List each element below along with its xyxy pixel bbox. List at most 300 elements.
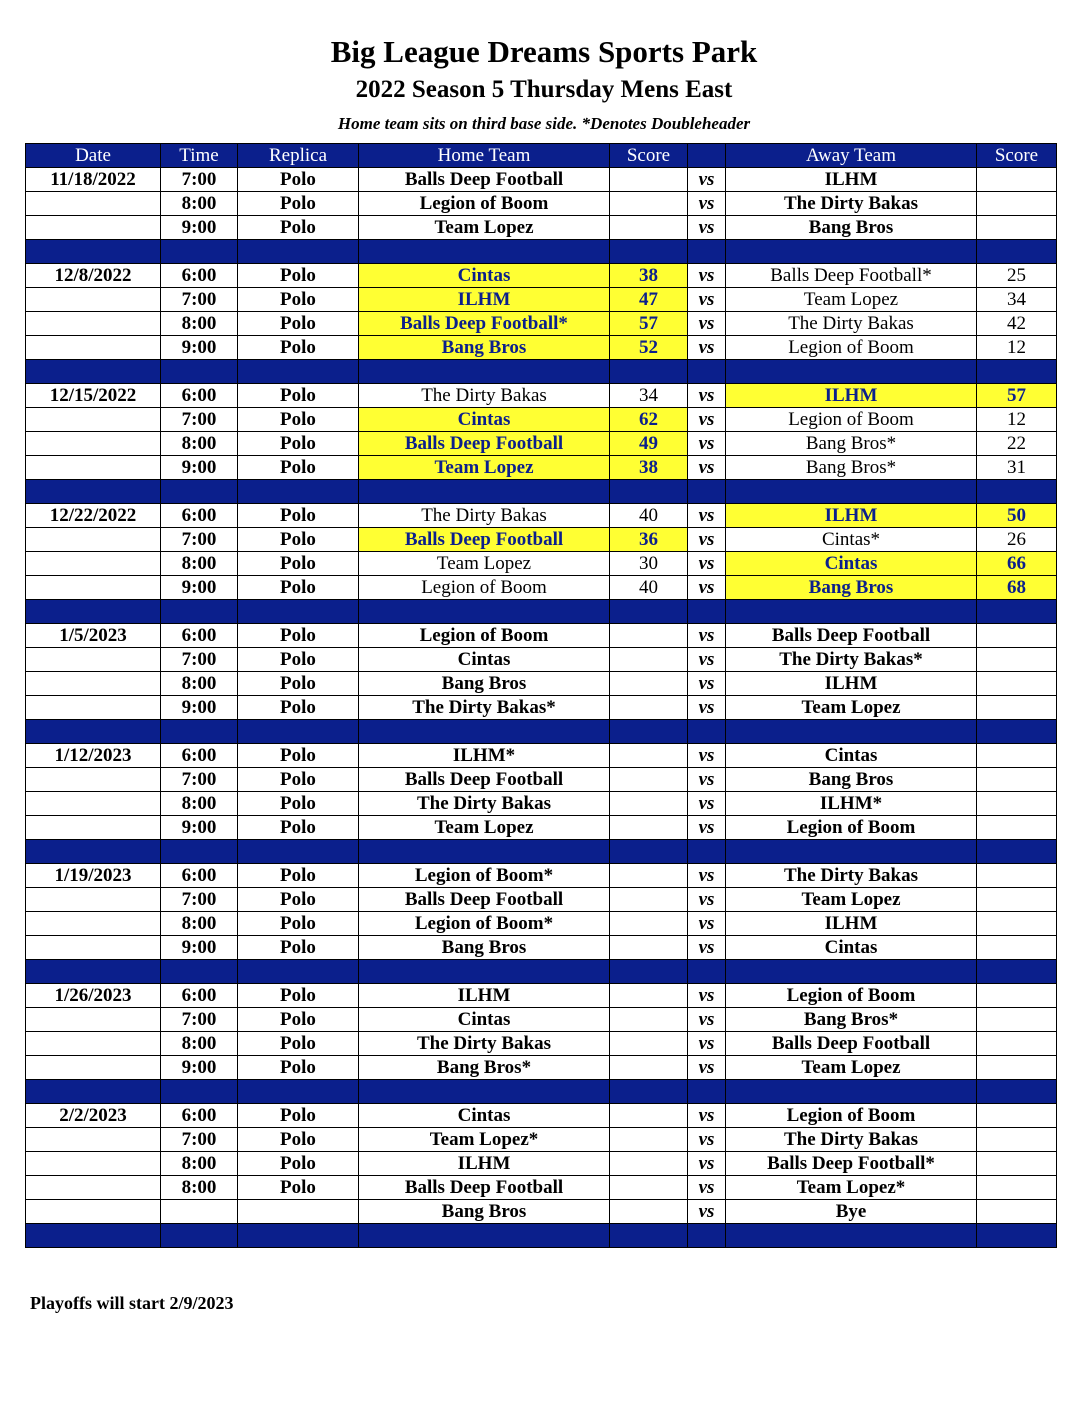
separator-cell bbox=[359, 720, 610, 744]
home-score-cell bbox=[610, 1152, 688, 1176]
vs-cell: vs bbox=[688, 768, 726, 792]
home-score-cell bbox=[610, 1104, 688, 1128]
time-cell: 9:00 bbox=[161, 336, 238, 360]
replica-cell: Polo bbox=[238, 648, 359, 672]
home-team-cell: The Dirty Bakas bbox=[359, 1032, 610, 1056]
away-score-cell bbox=[977, 984, 1057, 1008]
table-row bbox=[26, 168, 1057, 192]
home-team-cell: The Dirty Bakas bbox=[359, 792, 610, 816]
time-cell: 9:00 bbox=[161, 576, 238, 600]
home-team-cell: Balls Deep Football bbox=[359, 888, 610, 912]
schedule-table bbox=[25, 143, 1057, 1248]
vs-cell: vs bbox=[688, 1032, 726, 1056]
away-score-cell bbox=[977, 624, 1057, 648]
col-away-team-header: Away Team bbox=[726, 144, 977, 168]
date-cell bbox=[26, 456, 161, 480]
table-row bbox=[26, 192, 1057, 216]
vs-cell: vs bbox=[688, 1176, 726, 1200]
home-score-cell bbox=[610, 624, 688, 648]
away-team-cell: Cintas bbox=[726, 936, 977, 960]
time-cell: 8:00 bbox=[161, 192, 238, 216]
date-cell bbox=[26, 528, 161, 552]
away-team-cell: Cintas bbox=[726, 744, 977, 768]
home-team-cell: Bang Bros bbox=[359, 1200, 610, 1224]
table-row bbox=[26, 864, 1057, 888]
home-team-cell: Bang Bros* bbox=[359, 1056, 610, 1080]
time-cell: 9:00 bbox=[161, 816, 238, 840]
away-score-cell bbox=[977, 192, 1057, 216]
home-score-cell: 40 bbox=[610, 576, 688, 600]
away-team-cell: Team Lopez bbox=[726, 1056, 977, 1080]
away-score-cell: 57 bbox=[977, 384, 1057, 408]
date-cell bbox=[26, 1032, 161, 1056]
replica-cell: Polo bbox=[238, 768, 359, 792]
separator-cell bbox=[26, 480, 161, 504]
away-team-cell: Bang Bros* bbox=[726, 1008, 977, 1032]
date-cell bbox=[26, 1008, 161, 1032]
away-score-cell bbox=[977, 1056, 1057, 1080]
separator-cell bbox=[610, 720, 688, 744]
separator-cell bbox=[610, 240, 688, 264]
away-team-cell: Balls Deep Football bbox=[726, 624, 977, 648]
away-team-cell: The Dirty Bakas bbox=[726, 192, 977, 216]
vs-cell: vs bbox=[688, 624, 726, 648]
separator-cell bbox=[26, 960, 161, 984]
separator-cell bbox=[977, 360, 1057, 384]
date-cell bbox=[26, 792, 161, 816]
home-score-cell bbox=[610, 1032, 688, 1056]
replica-cell: Polo bbox=[238, 1104, 359, 1128]
time-cell: 7:00 bbox=[161, 1128, 238, 1152]
vs-cell: vs bbox=[688, 648, 726, 672]
home-score-cell: 52 bbox=[610, 336, 688, 360]
away-team-cell: Legion of Boom bbox=[726, 984, 977, 1008]
vs-cell: vs bbox=[688, 168, 726, 192]
date-cell bbox=[26, 912, 161, 936]
week-separator-row bbox=[26, 1080, 1057, 1104]
table-row bbox=[26, 1176, 1057, 1200]
date-cell bbox=[26, 432, 161, 456]
date-cell: 12/15/2022 bbox=[26, 384, 161, 408]
replica-cell: Polo bbox=[238, 984, 359, 1008]
away-team-cell: Balls Deep Football* bbox=[726, 1152, 977, 1176]
away-score-cell: 34 bbox=[977, 288, 1057, 312]
away-score-cell: 12 bbox=[977, 408, 1057, 432]
separator-cell bbox=[238, 480, 359, 504]
home-score-cell bbox=[610, 744, 688, 768]
vs-cell: vs bbox=[688, 312, 726, 336]
home-score-cell bbox=[610, 696, 688, 720]
away-team-cell: Balls Deep Football bbox=[726, 1032, 977, 1056]
vs-cell: vs bbox=[688, 744, 726, 768]
date-cell bbox=[26, 288, 161, 312]
date-cell: 1/19/2023 bbox=[26, 864, 161, 888]
replica-cell: Polo bbox=[238, 792, 359, 816]
table-row bbox=[26, 1152, 1057, 1176]
vs-cell: vs bbox=[688, 552, 726, 576]
week-separator-row bbox=[26, 720, 1057, 744]
separator-cell bbox=[26, 1080, 161, 1104]
away-score-cell bbox=[977, 912, 1057, 936]
away-team-cell: The Dirty Bakas bbox=[726, 1128, 977, 1152]
date-cell bbox=[26, 216, 161, 240]
away-team-cell: Cintas bbox=[726, 552, 977, 576]
separator-cell bbox=[688, 360, 726, 384]
time-cell: 7:00 bbox=[161, 288, 238, 312]
away-team-cell: Bye bbox=[726, 1200, 977, 1224]
home-team-cell: Cintas bbox=[359, 264, 610, 288]
table-row bbox=[26, 1008, 1057, 1032]
separator-cell bbox=[238, 360, 359, 384]
date-cell bbox=[26, 1200, 161, 1224]
home-score-cell bbox=[610, 888, 688, 912]
home-team-cell: Team Lopez bbox=[359, 816, 610, 840]
separator-cell bbox=[26, 1224, 161, 1248]
away-score-cell bbox=[977, 1104, 1057, 1128]
table-row bbox=[26, 384, 1057, 408]
replica-cell: Polo bbox=[238, 408, 359, 432]
replica-cell: Polo bbox=[238, 1152, 359, 1176]
home-team-cell: ILHM* bbox=[359, 744, 610, 768]
separator-cell bbox=[161, 840, 238, 864]
date-cell bbox=[26, 408, 161, 432]
date-cell: 12/8/2022 bbox=[26, 264, 161, 288]
replica-cell: Polo bbox=[238, 1176, 359, 1200]
home-score-cell bbox=[610, 1056, 688, 1080]
date-cell bbox=[26, 1152, 161, 1176]
table-row bbox=[26, 432, 1057, 456]
separator-cell bbox=[610, 360, 688, 384]
replica-cell: Polo bbox=[238, 1056, 359, 1080]
away-team-cell: ILHM bbox=[726, 168, 977, 192]
replica-cell: Polo bbox=[238, 936, 359, 960]
home-team-cell: Balls Deep Football* bbox=[359, 312, 610, 336]
time-cell: 6:00 bbox=[161, 864, 238, 888]
date-cell bbox=[26, 552, 161, 576]
separator-cell bbox=[161, 1224, 238, 1248]
separator-cell bbox=[977, 840, 1057, 864]
separator-cell bbox=[726, 600, 977, 624]
home-score-cell bbox=[610, 672, 688, 696]
separator-cell bbox=[688, 960, 726, 984]
home-score-cell bbox=[610, 1176, 688, 1200]
away-score-cell bbox=[977, 648, 1057, 672]
home-team-cell: Legion of Boom bbox=[359, 576, 610, 600]
vs-cell: vs bbox=[688, 864, 726, 888]
separator-cell bbox=[161, 600, 238, 624]
table-row bbox=[26, 216, 1057, 240]
time-cell: 8:00 bbox=[161, 792, 238, 816]
away-team-cell: Bang Bros bbox=[726, 216, 977, 240]
home-score-cell bbox=[610, 984, 688, 1008]
home-score-cell: 62 bbox=[610, 408, 688, 432]
date-cell bbox=[26, 192, 161, 216]
away-score-cell bbox=[977, 696, 1057, 720]
separator-cell bbox=[238, 240, 359, 264]
time-cell: 9:00 bbox=[161, 936, 238, 960]
vs-cell: vs bbox=[688, 936, 726, 960]
table-row bbox=[26, 504, 1057, 528]
vs-cell: vs bbox=[688, 192, 726, 216]
away-team-cell: ILHM bbox=[726, 912, 977, 936]
away-team-cell: The Dirty Bakas bbox=[726, 864, 977, 888]
date-cell bbox=[26, 696, 161, 720]
week-separator-row bbox=[26, 360, 1057, 384]
table-row bbox=[26, 336, 1057, 360]
home-score-cell: 47 bbox=[610, 288, 688, 312]
vs-cell: vs bbox=[688, 1056, 726, 1080]
home-score-cell bbox=[610, 912, 688, 936]
replica-cell: Polo bbox=[238, 456, 359, 480]
away-team-cell: Bang Bros* bbox=[726, 456, 977, 480]
away-team-cell: Team Lopez bbox=[726, 888, 977, 912]
separator-cell bbox=[726, 360, 977, 384]
home-score-cell: 38 bbox=[610, 264, 688, 288]
home-team-cell: Team Lopez bbox=[359, 456, 610, 480]
time-cell: 8:00 bbox=[161, 552, 238, 576]
col-home-team-header: Home Team bbox=[359, 144, 610, 168]
home-team-cell: Legion of Boom bbox=[359, 192, 610, 216]
away-team-cell: ILHM* bbox=[726, 792, 977, 816]
vs-cell: vs bbox=[688, 528, 726, 552]
away-score-cell bbox=[977, 1008, 1057, 1032]
replica-cell: Polo bbox=[238, 264, 359, 288]
replica-cell: Polo bbox=[238, 528, 359, 552]
date-cell: 1/26/2023 bbox=[26, 984, 161, 1008]
home-team-cell: Bang Bros bbox=[359, 936, 610, 960]
vs-cell: vs bbox=[688, 288, 726, 312]
date-cell: 2/2/2023 bbox=[26, 1104, 161, 1128]
home-score-cell bbox=[610, 768, 688, 792]
home-score-cell: 30 bbox=[610, 552, 688, 576]
away-score-cell bbox=[977, 168, 1057, 192]
home-team-cell: Bang Bros bbox=[359, 336, 610, 360]
page-subtitle: 2022 Season 5 Thursday Mens East bbox=[355, 76, 733, 103]
away-team-cell: Bang Bros* bbox=[726, 432, 977, 456]
schedule-note: Home team sits on third base side. *Denotes Doubleheader bbox=[337, 114, 751, 133]
vs-cell: vs bbox=[688, 1008, 726, 1032]
away-score-cell bbox=[977, 864, 1057, 888]
table-row bbox=[26, 624, 1057, 648]
separator-cell bbox=[359, 960, 610, 984]
separator-cell bbox=[359, 1224, 610, 1248]
separator-cell bbox=[161, 960, 238, 984]
table-row bbox=[26, 888, 1057, 912]
vs-cell: vs bbox=[688, 1200, 726, 1224]
home-team-cell: The Dirty Bakas bbox=[359, 504, 610, 528]
vs-cell: vs bbox=[688, 792, 726, 816]
vs-cell: vs bbox=[688, 912, 726, 936]
away-score-cell bbox=[977, 1152, 1057, 1176]
home-score-cell bbox=[610, 864, 688, 888]
home-score-cell bbox=[610, 792, 688, 816]
time-cell: 8:00 bbox=[161, 312, 238, 336]
replica-cell: Polo bbox=[238, 384, 359, 408]
separator-cell bbox=[726, 1080, 977, 1104]
table-row bbox=[26, 816, 1057, 840]
table-row bbox=[26, 288, 1057, 312]
away-score-cell: 68 bbox=[977, 576, 1057, 600]
col-replica-header: Replica bbox=[238, 144, 359, 168]
table-row bbox=[26, 1056, 1057, 1080]
separator-cell bbox=[238, 720, 359, 744]
separator-cell bbox=[610, 480, 688, 504]
date-cell bbox=[26, 1128, 161, 1152]
replica-cell: Polo bbox=[238, 888, 359, 912]
separator-cell bbox=[359, 480, 610, 504]
away-team-cell: Cintas* bbox=[726, 528, 977, 552]
replica-cell: Polo bbox=[238, 912, 359, 936]
replica-cell: Polo bbox=[238, 1128, 359, 1152]
col-date-header: Date bbox=[26, 144, 161, 168]
time-cell: 8:00 bbox=[161, 432, 238, 456]
away-team-cell: Team Lopez* bbox=[726, 1176, 977, 1200]
date-cell bbox=[26, 888, 161, 912]
away-score-cell: 26 bbox=[977, 528, 1057, 552]
separator-cell bbox=[359, 840, 610, 864]
separator-cell bbox=[726, 720, 977, 744]
table-row bbox=[26, 672, 1057, 696]
replica-cell: Polo bbox=[238, 696, 359, 720]
time-cell: 6:00 bbox=[161, 264, 238, 288]
separator-cell bbox=[359, 240, 610, 264]
separator-cell bbox=[688, 240, 726, 264]
time-cell: 8:00 bbox=[161, 1176, 238, 1200]
col-time-header: Time bbox=[161, 144, 238, 168]
separator-cell bbox=[688, 840, 726, 864]
separator-cell bbox=[238, 600, 359, 624]
replica-cell: Polo bbox=[238, 864, 359, 888]
away-score-cell bbox=[977, 936, 1057, 960]
separator-cell bbox=[238, 840, 359, 864]
time-cell: 8:00 bbox=[161, 672, 238, 696]
separator-cell bbox=[26, 720, 161, 744]
table-row bbox=[26, 1032, 1057, 1056]
away-score-cell bbox=[977, 792, 1057, 816]
date-cell bbox=[26, 336, 161, 360]
home-team-cell: Balls Deep Football bbox=[359, 432, 610, 456]
table-row bbox=[26, 408, 1057, 432]
home-team-cell: Cintas bbox=[359, 648, 610, 672]
home-score-cell: 49 bbox=[610, 432, 688, 456]
table-row bbox=[26, 1104, 1057, 1128]
col-away-score-header: Score bbox=[977, 144, 1057, 168]
separator-cell bbox=[726, 480, 977, 504]
time-cell: 6:00 bbox=[161, 624, 238, 648]
replica-cell: Polo bbox=[238, 1008, 359, 1032]
separator-cell bbox=[238, 960, 359, 984]
separator-cell bbox=[977, 600, 1057, 624]
home-score-cell bbox=[610, 648, 688, 672]
away-team-cell: The Dirty Bakas bbox=[726, 312, 977, 336]
week-separator-row bbox=[26, 240, 1057, 264]
separator-cell bbox=[977, 240, 1057, 264]
time-cell: 7:00 bbox=[161, 768, 238, 792]
away-team-cell: ILHM bbox=[726, 672, 977, 696]
away-score-cell bbox=[977, 888, 1057, 912]
home-score-cell bbox=[610, 1200, 688, 1224]
vs-cell: vs bbox=[688, 888, 726, 912]
replica-cell: Polo bbox=[238, 816, 359, 840]
replica-cell: Polo bbox=[238, 576, 359, 600]
separator-cell bbox=[610, 960, 688, 984]
table-row bbox=[26, 696, 1057, 720]
replica-cell: Polo bbox=[238, 216, 359, 240]
separator-cell bbox=[359, 360, 610, 384]
week-separator-row bbox=[26, 960, 1057, 984]
away-team-cell: Balls Deep Football* bbox=[726, 264, 977, 288]
time-cell: 8:00 bbox=[161, 1032, 238, 1056]
home-score-cell: 40 bbox=[610, 504, 688, 528]
table-row bbox=[26, 1128, 1057, 1152]
replica-cell: Polo bbox=[238, 504, 359, 528]
schedule-body bbox=[26, 168, 1057, 1248]
table-row bbox=[26, 1200, 1057, 1224]
vs-cell: vs bbox=[688, 504, 726, 528]
home-team-cell: Legion of Boom bbox=[359, 624, 610, 648]
away-team-cell: Bang Bros bbox=[726, 768, 977, 792]
replica-cell: Polo bbox=[238, 432, 359, 456]
table-row bbox=[26, 264, 1057, 288]
separator-cell bbox=[688, 720, 726, 744]
replica-cell bbox=[238, 1200, 359, 1224]
home-score-cell: 36 bbox=[610, 528, 688, 552]
date-cell bbox=[26, 936, 161, 960]
replica-cell: Polo bbox=[238, 552, 359, 576]
separator-cell bbox=[977, 1080, 1057, 1104]
separator-cell bbox=[688, 1224, 726, 1248]
date-cell bbox=[26, 312, 161, 336]
vs-cell: vs bbox=[688, 1104, 726, 1128]
date-cell: 11/18/2022 bbox=[26, 168, 161, 192]
separator-cell bbox=[977, 480, 1057, 504]
date-cell bbox=[26, 816, 161, 840]
away-score-cell: 66 bbox=[977, 552, 1057, 576]
vs-cell: vs bbox=[688, 216, 726, 240]
time-cell: 7:00 bbox=[161, 888, 238, 912]
time-cell: 8:00 bbox=[161, 1152, 238, 1176]
date-cell bbox=[26, 672, 161, 696]
separator-cell bbox=[161, 360, 238, 384]
replica-cell: Polo bbox=[238, 744, 359, 768]
separator-cell bbox=[688, 480, 726, 504]
away-score-cell bbox=[977, 816, 1057, 840]
date-cell: 12/22/2022 bbox=[26, 504, 161, 528]
time-cell: 7:00 bbox=[161, 1008, 238, 1032]
home-score-cell bbox=[610, 1008, 688, 1032]
time-cell: 6:00 bbox=[161, 1104, 238, 1128]
separator-cell bbox=[26, 600, 161, 624]
week-separator-row bbox=[26, 1224, 1057, 1248]
home-score-cell bbox=[610, 1128, 688, 1152]
away-score-cell: 42 bbox=[977, 312, 1057, 336]
separator-cell bbox=[726, 840, 977, 864]
separator-cell bbox=[688, 1080, 726, 1104]
away-score-cell bbox=[977, 744, 1057, 768]
date-cell bbox=[26, 768, 161, 792]
week-separator-row bbox=[26, 840, 1057, 864]
separator-cell bbox=[26, 360, 161, 384]
date-cell bbox=[26, 1056, 161, 1080]
away-score-cell bbox=[977, 1200, 1057, 1224]
away-team-cell: Legion of Boom bbox=[726, 816, 977, 840]
time-cell: 7:00 bbox=[161, 648, 238, 672]
table-row bbox=[26, 312, 1057, 336]
replica-cell: Polo bbox=[238, 1032, 359, 1056]
table-row bbox=[26, 456, 1057, 480]
away-team-cell: Team Lopez bbox=[726, 288, 977, 312]
separator-cell bbox=[977, 720, 1057, 744]
